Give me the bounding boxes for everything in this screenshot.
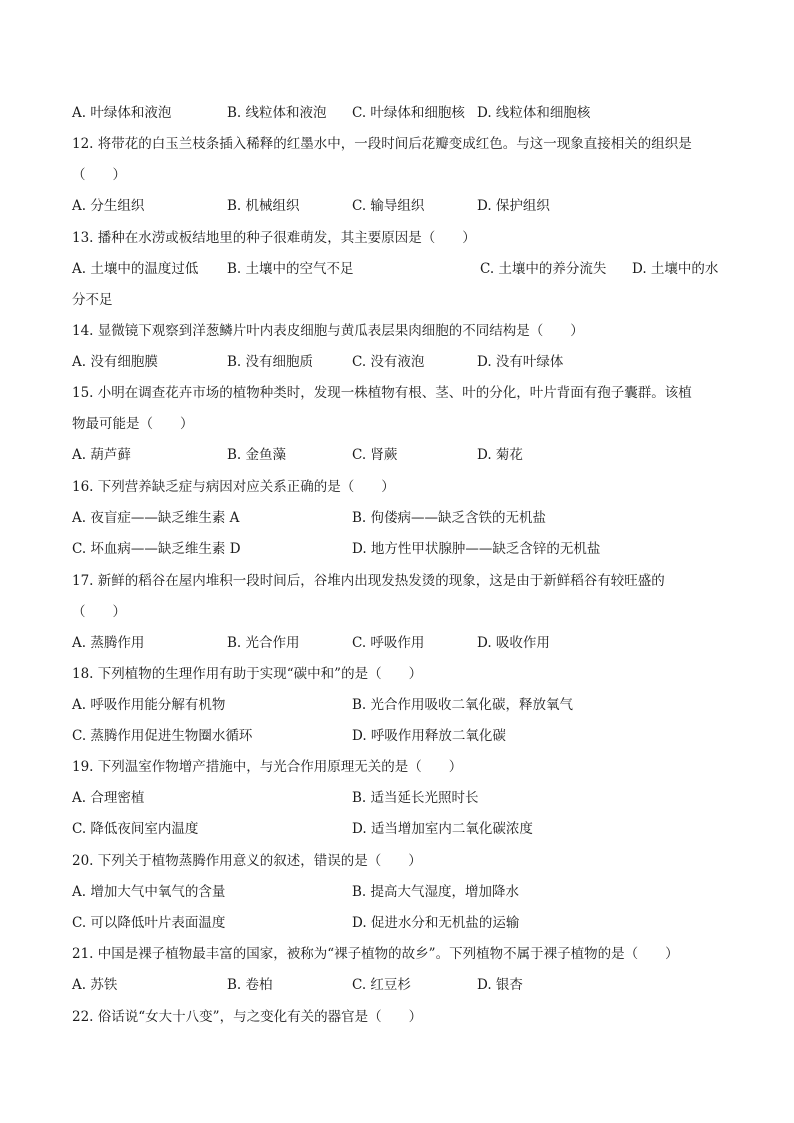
q21-option-c[interactable]: C. 红豆杉 bbox=[352, 977, 411, 993]
q11-option-c[interactable]: C. 叶绿体和细胞核 bbox=[352, 105, 465, 121]
q14-option-a[interactable]: A. 没有细胞膜 bbox=[72, 354, 158, 370]
q22-stem: 22. 俗话说“女大十八变”，与之变化有关的器官是（ ） bbox=[72, 1009, 423, 1025]
q19-stem: 19. 下列温室作物增产措施中，与光合作用原理无关的是（ ） bbox=[72, 759, 463, 775]
q15-option-b[interactable]: B. 金鱼藻 bbox=[227, 447, 287, 463]
q12-stem: 12. 将带花的白玉兰枝条插入稀释的红墨水中，一段时间后花瓣变成红色。与这一现象直接相关的组织是 bbox=[72, 136, 692, 152]
q19-option-c[interactable]: C. 降低夜间室内温度 bbox=[72, 821, 199, 837]
q13-stem: 13. 播种在水涝或板结地里的种子很难萌发，其主要原因是（ ） bbox=[72, 230, 476, 246]
q16-option-d[interactable]: D. 地方性甲状腺肿——缺乏含锌的无机盐 bbox=[352, 541, 601, 557]
q17-option-d[interactable]: D. 吸收作用 bbox=[477, 635, 550, 651]
q16-option-b[interactable]: B. 佝偻病——缺乏含铁的无机盐 bbox=[352, 510, 547, 526]
q11-option-a[interactable]: A. 叶绿体和液泡 bbox=[72, 105, 172, 121]
q16-option-c[interactable]: C. 坏血病——缺乏维生素 D bbox=[72, 541, 241, 557]
q17-option-b[interactable]: B. 光合作用 bbox=[227, 635, 300, 651]
q21-option-a[interactable]: A. 苏铁 bbox=[72, 977, 118, 993]
q13-option-c[interactable]: C. 土壤中的养分流失 bbox=[480, 261, 607, 277]
q19-option-d[interactable]: D. 适当增加室内二氧化碳浓度 bbox=[352, 821, 533, 837]
q20-option-a[interactable]: A. 增加大气中氧气的含量 bbox=[72, 884, 226, 900]
q15-option-d[interactable]: D. 菊花 bbox=[477, 447, 523, 463]
q12-answer-paren: （ ） bbox=[72, 167, 126, 183]
q13-option-a[interactable]: A. 土壤中的温度过低 bbox=[72, 261, 199, 277]
q17-answer-paren: （ ） bbox=[72, 604, 126, 620]
q13-option-d[interactable]: D. 土壤中的水 bbox=[632, 261, 719, 277]
q15-stem: 15. 小明在调查花卉市场的植物种类时，发现一株植物有根、茎、叶的分化，叶片背面有孢子囊群。该植 bbox=[72, 385, 692, 401]
q13-option-d-wrap: 分不足 bbox=[72, 292, 113, 308]
q14-option-b[interactable]: B. 没有细胞质 bbox=[227, 354, 314, 370]
q12-option-c[interactable]: C. 输导组织 bbox=[352, 198, 425, 214]
q18-option-d[interactable]: D. 呼吸作用释放二氧化碳 bbox=[352, 728, 506, 744]
q18-stem: 18. 下列植物的生理作用有助于实现“碳中和”的是（ ） bbox=[72, 666, 423, 682]
q17-option-a[interactable]: A. 蒸腾作用 bbox=[72, 635, 145, 651]
q15-option-a[interactable]: A. 葫芦藓 bbox=[72, 447, 131, 463]
q20-stem: 20. 下列关于植物蒸腾作用意义的叙述，错误的是（ ） bbox=[72, 853, 422, 869]
q15-option-c[interactable]: C. 肾蕨 bbox=[352, 447, 398, 463]
q18-option-c[interactable]: C. 蒸腾作用促进生物圈水循环 bbox=[72, 728, 253, 744]
q11-option-b[interactable]: B. 线粒体和液泡 bbox=[227, 105, 327, 121]
q14-stem: 14. 显微镜下观察到洋葱鳞片叶内表皮细胞与黄瓜表层果肉细胞的不同结构是（ ） bbox=[72, 323, 584, 339]
q11-option-d[interactable]: D. 线粒体和细胞核 bbox=[477, 105, 591, 121]
q16-option-a[interactable]: A. 夜盲症——缺乏维生素 A bbox=[72, 510, 240, 526]
q14-option-d[interactable]: D. 没有叶绿体 bbox=[477, 354, 564, 370]
q18-option-a[interactable]: A. 呼吸作用能分解有机物 bbox=[72, 697, 226, 713]
q17-option-c[interactable]: C. 呼吸作用 bbox=[352, 635, 425, 651]
q20-option-b[interactable]: B. 提高大气湿度，增加降水 bbox=[352, 884, 520, 900]
q12-option-a[interactable]: A. 分生组织 bbox=[72, 198, 145, 214]
q13-option-b[interactable]: B. 土壤中的空气不足 bbox=[227, 261, 354, 277]
q18-option-b[interactable]: B. 光合作用吸收二氧化碳，释放氧气 bbox=[352, 697, 574, 713]
q12-option-d[interactable]: D. 保护组织 bbox=[477, 198, 550, 214]
q16-stem: 16. 下列营养缺乏症与病因对应关系正确的是（ ） bbox=[72, 479, 395, 495]
q20-option-c[interactable]: C. 可以降低叶片表面温度 bbox=[72, 915, 226, 931]
q20-option-d[interactable]: D. 促进水分和无机盐的运输 bbox=[352, 915, 520, 931]
q21-option-d[interactable]: D. 银杏 bbox=[477, 977, 523, 993]
q19-option-b[interactable]: B. 适当延长光照时长 bbox=[352, 790, 479, 806]
q19-option-a[interactable]: A. 合理密植 bbox=[72, 790, 145, 806]
q17-stem: 17. 新鲜的稻谷在屋内堆积一段时间后，谷堆内出现发热发烫的现象，这是由于新鲜稻谷有较旺盛的 bbox=[72, 573, 665, 589]
q14-option-c[interactable]: C. 没有液泡 bbox=[352, 354, 425, 370]
q21-option-b[interactable]: B. 卷柏 bbox=[227, 977, 273, 993]
q15-stem-cont: 物最可能是（ ） bbox=[72, 416, 194, 432]
q21-stem: 21. 中国是裸子植物最丰富的国家，被称为“裸子植物的故乡”。下列植物不属于裸子植物的是（ ） bbox=[72, 946, 679, 962]
q12-option-b[interactable]: B. 机械组织 bbox=[227, 198, 300, 214]
